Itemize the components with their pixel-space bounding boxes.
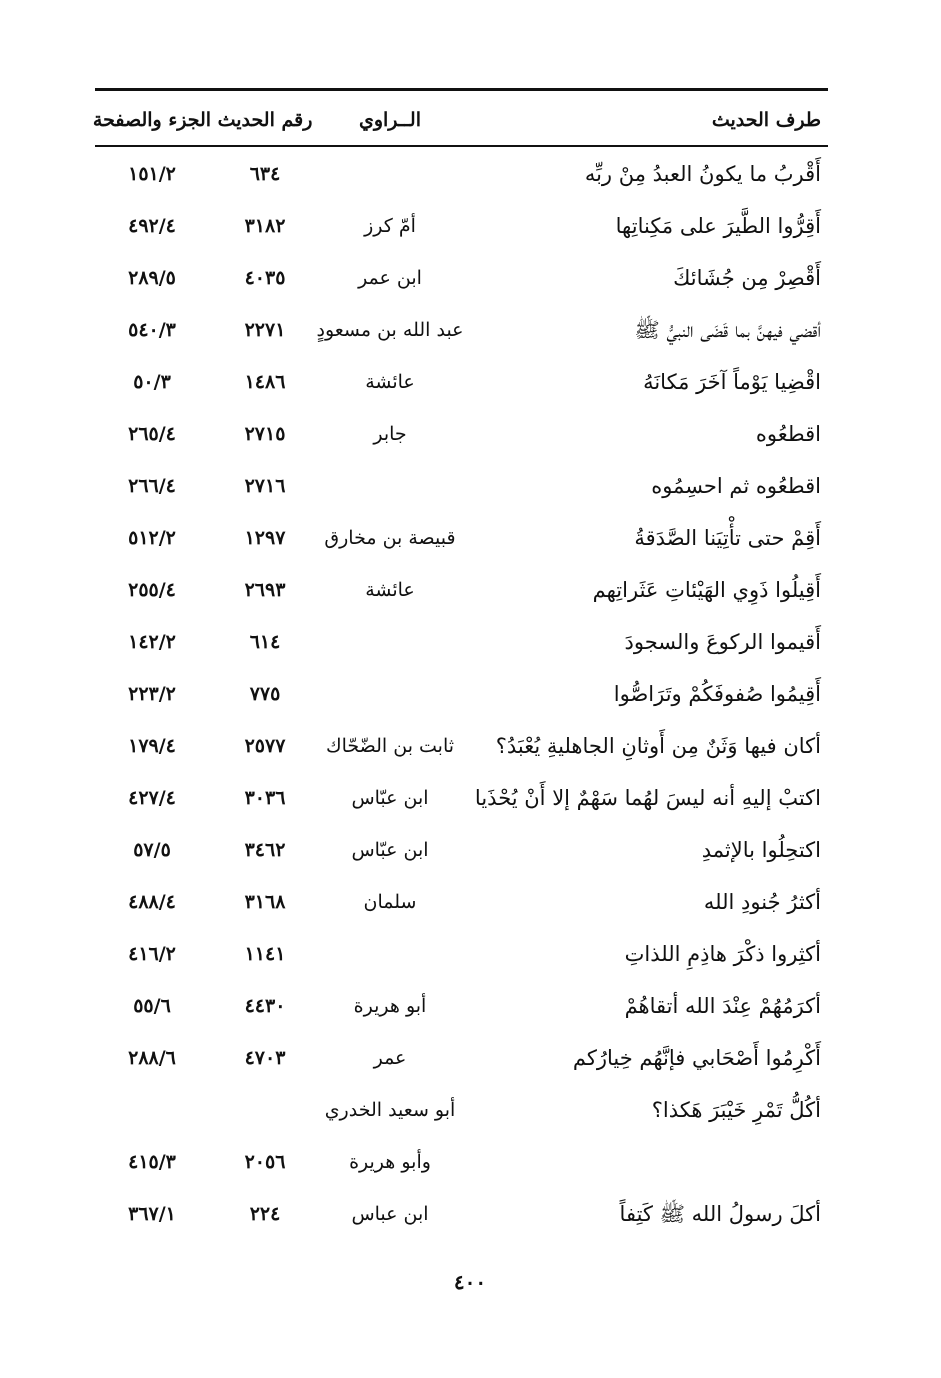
rawi-name: أبو سعيد الخدري	[324, 1099, 456, 1121]
volume-page: ٥٠/٣	[133, 371, 171, 393]
rawi-name: ابن عبّاس	[351, 839, 429, 861]
hadith-number: ٤٧٠٣	[244, 1047, 286, 1069]
hadith-number: ٢٠٥٦	[244, 1151, 286, 1173]
table-row	[0, 148, 941, 200]
rawi-name: أبو هريرة	[353, 995, 427, 1017]
table-row	[0, 200, 941, 252]
rawi-name: عائشة	[365, 371, 415, 393]
hadith-number: ٧٧٥	[249, 683, 281, 705]
table-row	[0, 1032, 941, 1084]
table-row	[0, 876, 941, 928]
rawi-name	[310, 616, 470, 668]
hadith-text: أكُلُّ تَمْرِ خَيْبَرَ هَكذا؟	[651, 1098, 821, 1122]
hadith-number: ٢٧١٦	[244, 475, 286, 497]
hadith-number: ٣١٨٢	[244, 215, 286, 237]
volume-page: ٢٦٦/٤	[128, 475, 176, 497]
header-rule	[95, 145, 828, 147]
table-row	[0, 356, 941, 408]
table-row	[0, 304, 941, 356]
table-row	[0, 252, 941, 304]
hadith-text: أكان فيها وَثَنٌ مِن أَوثانِ الجاهليةِ يُعْبَدُ؟	[495, 734, 821, 758]
hadith-text: أكثِروا ذكْرَ هاذِمِ اللذاتِ	[624, 942, 821, 966]
hadith-text: أَقِيلُوا ذَوِي الهَيْئاتِ عَثَراتِهم	[592, 578, 821, 602]
rawi-name	[310, 148, 470, 200]
hadith-number: ٢٢٧١	[244, 319, 286, 341]
rawi-name: ابن عباس	[351, 1203, 429, 1225]
rawi-name: عمر	[373, 1047, 407, 1069]
table-row	[0, 668, 941, 720]
table-row	[0, 616, 941, 668]
header-hadith: طرف الحديث	[711, 109, 821, 131]
hadith-number: ٤٠٣٥	[244, 267, 286, 289]
volume-page: ٢٦٥/٤	[128, 423, 176, 445]
table-row	[0, 512, 941, 564]
header-volume-page: الجزء والصفحة	[92, 109, 212, 131]
hadith-text: أَقِيمُوا صُفوفَكُمْ وتَرَاصُّوا	[613, 682, 821, 706]
table-row	[0, 1188, 941, 1240]
rawi-name: قبيصة بن مخارق	[324, 527, 456, 549]
table-row	[0, 1084, 941, 1136]
top-rule	[95, 88, 828, 91]
volume-page: ٤١٦/٢	[128, 943, 176, 965]
table-row	[0, 564, 941, 616]
index-table	[0, 148, 941, 1240]
volume-page: ١٥١/٢	[128, 163, 176, 185]
hadith-number: ٦٣٤	[249, 163, 281, 185]
table-row	[0, 460, 941, 512]
volume-page: ٢٨٩/٥	[128, 267, 176, 289]
rawi-name: سلمان	[363, 891, 417, 913]
hadith-number: ٢٢٤	[249, 1203, 281, 1225]
hadith-text: أكرَمُهُمْ عِنْدَ الله أتقاهُمْ	[624, 994, 821, 1018]
hadith-number: ٢٥٧٧	[244, 735, 286, 757]
hadith-text: أَقْربُ ما يكونُ العبدُ مِنْ ربِّه	[584, 162, 821, 186]
table-row	[0, 772, 941, 824]
rawi-name	[310, 668, 470, 720]
rawi-name: ثابت بن الضّحّاك	[325, 735, 455, 757]
hadith-text: اكتحِلُوا بالإثمدِ	[701, 838, 821, 862]
volume-page: ٥٤٠/٣	[128, 319, 176, 341]
hadith-text: أَقِمْ حتى تأْتِيَنا الصَّدَقةُ	[634, 526, 821, 550]
volume-page: ٢٨٨/٦	[128, 1047, 176, 1069]
hadith-text: أَقيموا الركوعَ والسجودَ	[624, 630, 821, 654]
hadith-text: اقْضِيا يَوْماً آخَرَ مَكانَهُ	[643, 370, 821, 394]
hadith-number: ٦١٤	[249, 631, 281, 653]
rawi-name: جابر	[373, 423, 407, 445]
hadith-text: أَكْرِمُوا أَصْحَابي فإنَّهُم خِيارُكم	[572, 1046, 821, 1070]
hadith-number: ٢٧١٥	[244, 423, 286, 445]
volume-page: ٤٨٨/٤	[128, 891, 176, 913]
rawi-name: ابن عمر	[358, 267, 422, 289]
hadith-number: ٢٦٩٣	[244, 579, 286, 601]
volume-page: ٥٥/٦	[133, 995, 171, 1017]
table-row	[0, 980, 941, 1032]
header-rawi: الــراوي	[358, 109, 421, 131]
hadith-text: أَقْصِرْ مِن جُشَائكَ	[673, 266, 821, 290]
page-number: ٤٠٠	[453, 1270, 487, 1294]
hadith-text: اكتبْ إليهِ أنه ليسَ لهُما سَهْمٌ إلا أَنْ يُحْذَيا	[474, 786, 821, 810]
rawi-name: عبد الله بن مسعودٍ	[316, 319, 464, 341]
hadith-number: ١٤٨٦	[244, 371, 286, 393]
hadith-text: اقطعُوه	[755, 422, 821, 446]
volume-page: ٢٢٣/٢	[128, 683, 176, 705]
volume-page: ٤١٥/٣	[128, 1151, 176, 1173]
hadith-number: ٣٤٦٢	[244, 839, 286, 861]
hadith-number: ٣٠٣٦	[244, 787, 286, 809]
table-row	[0, 824, 941, 876]
rawi-name	[310, 928, 470, 980]
rawi-name: عائشة	[365, 579, 415, 601]
hadith-text: أقضي فيهنَّ بما قَضَى النبيُّ ﷺ	[634, 318, 821, 342]
volume-page: ٣٦٧/١	[128, 1203, 176, 1225]
hadith-number: ٤٤٣٠	[244, 995, 286, 1017]
header-number: رقم الحديث	[217, 109, 313, 131]
volume-page: ٤٩٢/٤	[128, 215, 176, 237]
rawi-name: وأبو هريرة	[349, 1151, 431, 1173]
table-row	[0, 408, 941, 460]
rawi-name: ابن عبّاس	[351, 787, 429, 809]
rawi-name	[310, 460, 470, 512]
hadith-text: أَقِرُّوا الطَّيرَ على مَكِناتِها	[615, 214, 821, 238]
hadith-text	[491, 1136, 821, 1188]
hadith-text: أكثرُ جُنودِ الله	[703, 890, 821, 914]
volume-page: ٥١٢/٢	[128, 527, 176, 549]
volume-page: ٥٧/٥	[133, 839, 171, 861]
hadith-number	[210, 1084, 320, 1136]
rawi-name: أمّ كرز	[364, 215, 416, 237]
hadith-number: ٣١٦٨	[244, 891, 286, 913]
hadith-text: اقطعُوه ثم احسِمُوه	[651, 474, 821, 498]
volume-page: ٢٥٥/٤	[128, 579, 176, 601]
hadith-number: ١١٤١	[244, 943, 286, 965]
hadith-number: ١٢٩٧	[244, 527, 286, 549]
table-row	[0, 720, 941, 772]
table-row	[0, 1136, 941, 1188]
volume-page: ١٤٢/٢	[128, 631, 176, 653]
table-row	[0, 928, 941, 980]
volume-page: ٤٢٧/٤	[128, 787, 176, 809]
hadith-text: أكلَ رسولُ الله ﷺ كَتِفاً	[619, 1202, 821, 1226]
volume-page	[92, 1084, 212, 1136]
volume-page: ١٧٩/٤	[128, 735, 176, 757]
